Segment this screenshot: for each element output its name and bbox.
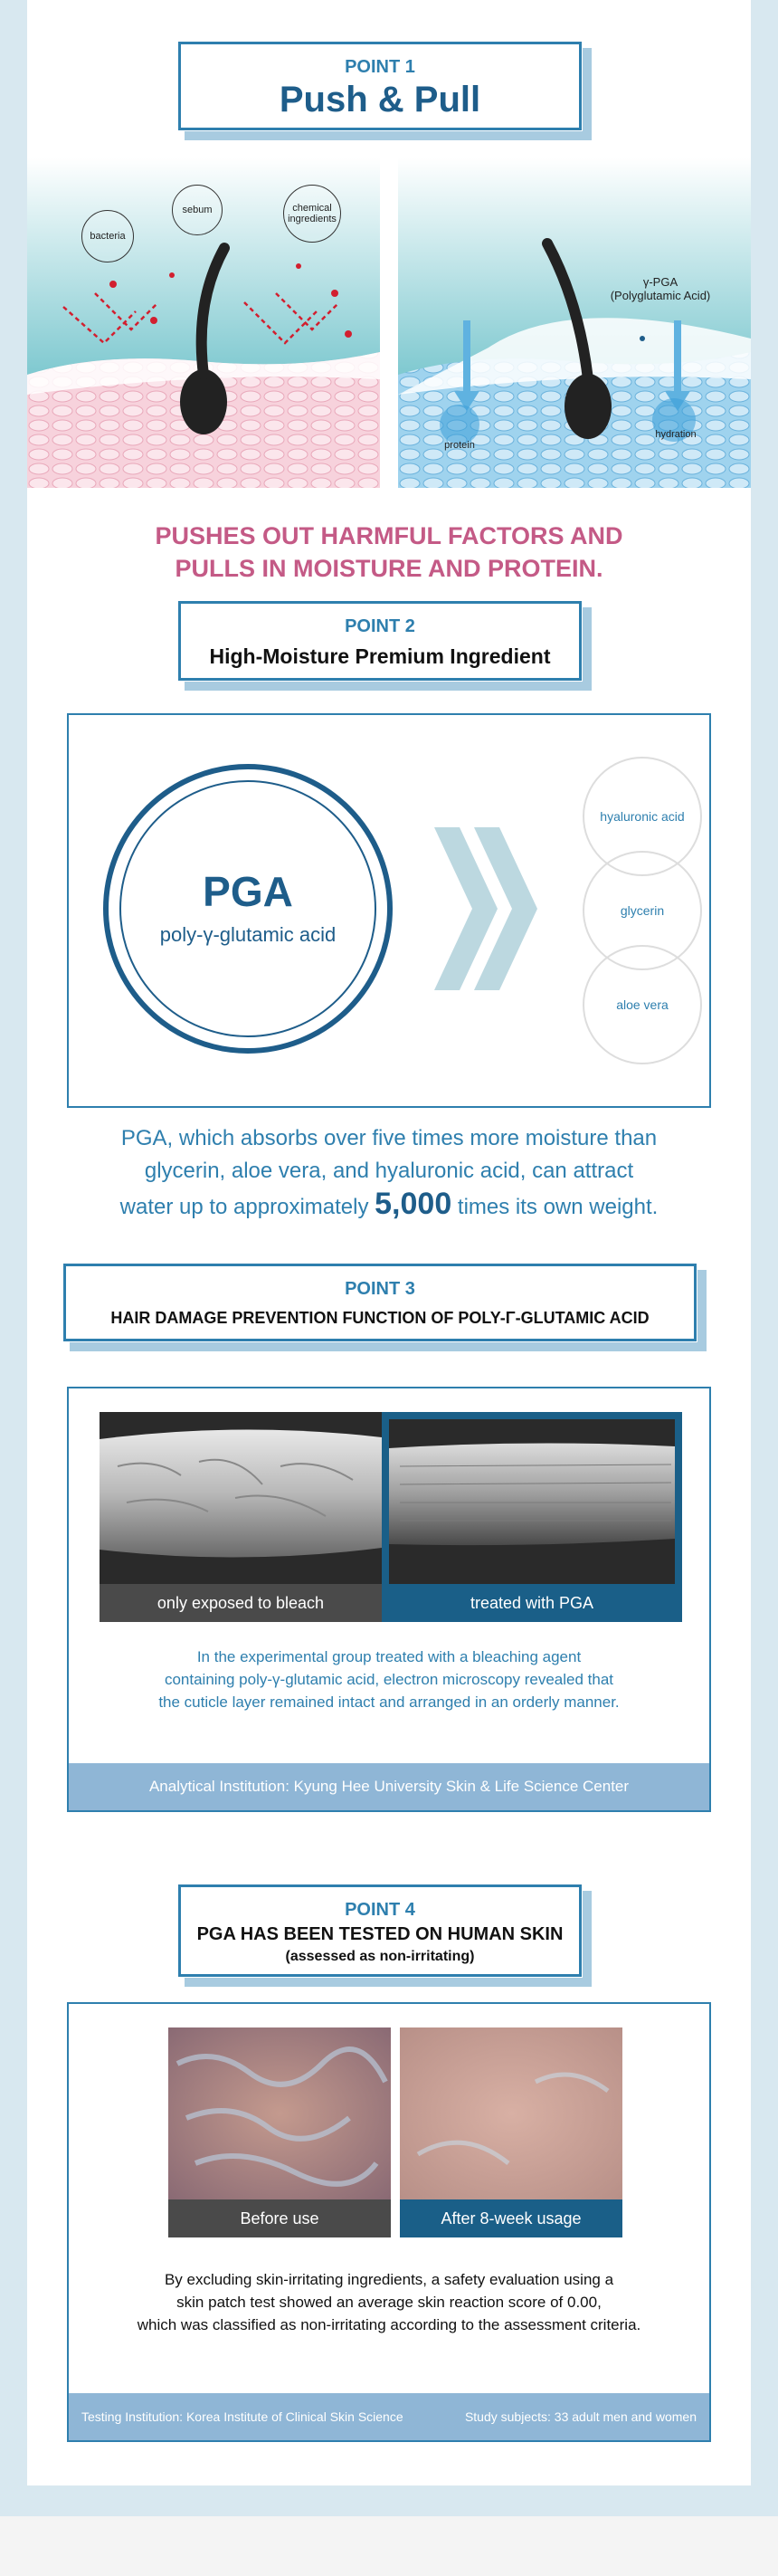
ingredient-hyaluronic-label: hyaluronic acid [600, 809, 685, 824]
point4-title: PGA HAS BEEN TESTED ON HUMAN SKIN [196, 1924, 564, 1944]
point3-body-line2: containing poly-γ-glutamic acid, electron microscopy revealed that [164, 1671, 614, 1688]
point4-body-line3: which was classified as non-irritating according to the assessment criteria. [137, 2316, 641, 2333]
point3-title: HAIR DAMAGE PREVENTION FUNCTION OF POLY-Γ-GLUTAMIC ACID [110, 1309, 650, 1327]
push-illustration [27, 157, 380, 488]
point4-institution-bar [69, 2393, 709, 2440]
ingredient-aloe [583, 945, 702, 1064]
point4-frame [67, 2002, 711, 2442]
point2-body-line1: PGA, which absorbs over five times more moisture than [120, 1126, 658, 1150]
point2-highlight-value: 5,000 [375, 1187, 452, 1221]
chevron-arrows-icon [434, 827, 543, 990]
point4-subtitle: (assessed as non-irritating) [285, 1949, 475, 1964]
after-photo [400, 2027, 622, 2237]
point3-label: POINT 3 [345, 1279, 415, 1299]
point2-diagram-frame [67, 713, 711, 1108]
point1-header [178, 42, 582, 130]
pga-hair-photo [382, 1412, 682, 1622]
content-sheet [27, 0, 751, 2485]
point3-body [69, 1646, 709, 1713]
point2-body [0, 1122, 778, 1224]
before-photo [168, 2027, 391, 2237]
bottom-strip [0, 2516, 778, 2576]
point2-header [178, 601, 582, 681]
before-photo-label: Before use [168, 2199, 391, 2237]
hydration-label: hydration [655, 429, 697, 440]
bacteria-label: bacteria [90, 230, 126, 242]
after-photo-label: After 8-week usage [400, 2199, 622, 2237]
point2-title: High-Moisture Premium Ingredient [209, 644, 551, 668]
point2-body-line3c: times its own weight. [451, 1195, 659, 1219]
point3-header [63, 1264, 697, 1341]
chemical-bubble [283, 185, 341, 243]
before-skin-image [168, 2027, 391, 2199]
point1-title: Push & Pull [279, 80, 481, 119]
point4-subjects: Study subjects: 33 adult men and women [464, 2409, 697, 2424]
point2-label: POINT 2 [345, 616, 415, 636]
sebum-label: sebum [182, 204, 213, 215]
point4-body [69, 2268, 709, 2336]
protein-label: protein [444, 440, 475, 451]
bleach-photo [100, 1412, 382, 1622]
bacteria-bubble [81, 210, 134, 262]
point1-headline-line2: PULLS IN MOISTURE AND PROTEIN. [175, 555, 603, 582]
bleach-photo-label: only exposed to bleach [100, 1584, 382, 1622]
point3-frame [67, 1387, 711, 1812]
pull-illustration [398, 157, 751, 488]
bleach-hair-image [100, 1412, 382, 1584]
point1-headline-line1: PUSHES OUT HARMFUL FACTORS AND [155, 522, 623, 549]
point4-label: POINT 4 [345, 1900, 415, 1920]
sebum-bubble [172, 185, 223, 235]
point3-institution: Analytical Institution: Kyung Hee University Skin & Life Science Center [148, 1778, 630, 1795]
point1-headline [0, 520, 778, 585]
pga-illustration-label: γ-PGA (Polyglutamic Acid) [610, 275, 711, 302]
point4-header [178, 1884, 582, 1977]
pga-big-label: PGA [203, 868, 293, 915]
point2-body-line3a: water up to approximately [119, 1195, 375, 1219]
pga-sub-label: poly-γ-glutamic acid [159, 923, 337, 946]
point2-body-line2: glycerin, aloe vera, and hyaluronic acid, can attract [144, 1159, 634, 1183]
ingredient-aloe-label: aloe vera [616, 997, 669, 1012]
point2-body-line3 [0, 1188, 778, 1224]
chemical-label: chemical ingredients [288, 202, 337, 224]
point3-institution-bar [69, 1763, 709, 1810]
point4-institution: Testing Institution: Korea Institute of Clinical Skin Science [81, 2409, 403, 2424]
point1-label: POINT 1 [345, 57, 415, 77]
after-skin-image [400, 2027, 622, 2199]
point3-body-line1: In the experimental group treated with a bleaching agent [196, 1648, 582, 1665]
pga-photo-label: treated with PGA [382, 1584, 682, 1622]
ingredient-glycerin-label: glycerin [620, 903, 665, 918]
pga-hair-image [382, 1412, 682, 1584]
point3-body-line3: the cuticle layer remained intact and arranged in an orderly manner. [158, 1693, 620, 1711]
point4-body-line1: By excluding skin-irritating ingredients, a safety evaluation using a [164, 2271, 614, 2288]
point4-body-line2: skin patch test showed an average skin reaction score of 0.00, [176, 2294, 602, 2311]
